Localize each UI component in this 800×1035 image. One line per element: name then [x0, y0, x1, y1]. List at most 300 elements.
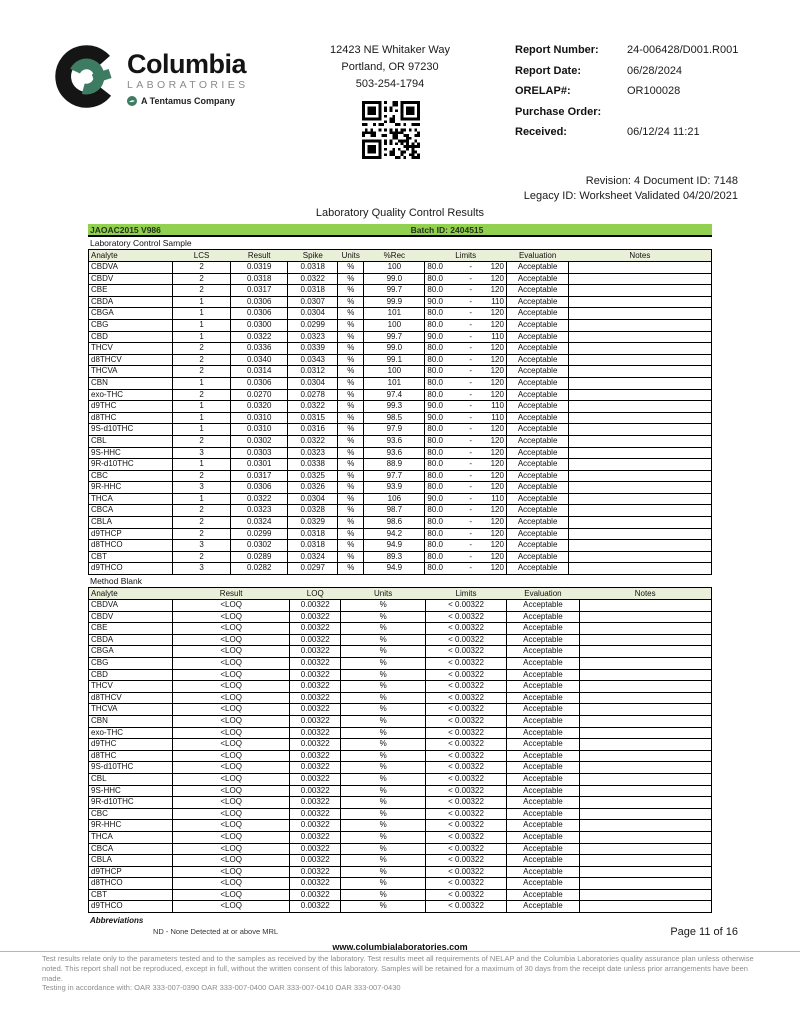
cell-limit-separator: - — [463, 447, 479, 459]
cell-result: 0.0299 — [231, 528, 288, 540]
cell-limit-high: 120 — [478, 424, 506, 436]
cell-limit-high: 120 — [478, 262, 506, 274]
cell-lcs: 1 — [173, 308, 231, 320]
cell-evaluation: Acceptable — [506, 447, 568, 459]
cell-limit-low: 80.0 — [425, 482, 463, 494]
cell-units: % — [338, 493, 364, 505]
logo-text — [127, 45, 249, 106]
cell-analyte: exo-THC — [89, 727, 173, 739]
cell-result: 0.0282 — [231, 563, 288, 575]
cell-units: % — [341, 808, 426, 820]
col-header-result: Result — [231, 250, 288, 262]
cell-notes — [569, 343, 712, 355]
cell-result: 0.0306 — [231, 308, 288, 320]
cell-evaluation: Acceptable — [506, 634, 579, 646]
cell-notes — [579, 623, 711, 635]
cell-result: <LOQ — [173, 669, 290, 681]
cell-lcs: 2 — [173, 470, 231, 482]
field-label: ORELAP#: — [515, 85, 571, 97]
cell-analyte: CBG — [89, 658, 173, 670]
cell-spike: 0.0278 — [288, 389, 338, 401]
cell-notes — [569, 285, 712, 297]
cell-notes — [579, 750, 711, 762]
cell-spike: 0.0304 — [288, 308, 338, 320]
cell-limit-low: 90.0 — [425, 401, 463, 413]
cell-result: 0.0310 — [231, 412, 288, 424]
cell-lcs: 2 — [173, 517, 231, 529]
cell-result: <LOQ — [173, 681, 290, 693]
cell-limit-separator: - — [463, 435, 479, 447]
cell-analyte: CBGA — [89, 646, 173, 658]
cell-rec: 93.6 — [364, 435, 425, 447]
legacy-line: Legacy ID: Worksheet Validated 04/20/2021 — [523, 189, 738, 202]
cell-evaluation: Acceptable — [506, 681, 579, 693]
cell-units: % — [338, 389, 364, 401]
table-row — [89, 285, 712, 297]
table-row — [89, 634, 712, 646]
cell-notes — [569, 354, 712, 366]
cell-spike: 0.0322 — [288, 435, 338, 447]
cell-limit-separator: - — [463, 551, 479, 563]
cell-lcs: 2 — [173, 273, 231, 285]
cell-limit-high: 110 — [478, 401, 506, 413]
cell-limit-separator: - — [463, 412, 479, 424]
cell-analyte: exo-THC — [89, 389, 173, 401]
cell-notes — [579, 843, 711, 855]
method-blank-table — [88, 587, 712, 913]
cell-evaluation: Acceptable — [506, 285, 568, 297]
cell-limit-separator: - — [463, 470, 479, 482]
cell-evaluation: Acceptable — [506, 808, 579, 820]
tentamus-icon — [127, 96, 137, 106]
cell-limits: < 0.00322 — [426, 820, 507, 832]
cell-limit-low: 80.0 — [425, 563, 463, 575]
cell-lcs: 1 — [173, 459, 231, 471]
cell-units: % — [341, 785, 426, 797]
cell-limit-high: 120 — [478, 343, 506, 355]
cell-limits: < 0.00322 — [426, 692, 507, 704]
cell-loq: 0.00322 — [290, 692, 341, 704]
table-row — [89, 878, 712, 890]
cell-evaluation: Acceptable — [506, 343, 568, 355]
cell-evaluation: Acceptable — [506, 843, 579, 855]
cell-analyte: CBLA — [89, 517, 173, 529]
cell-result: 0.0310 — [231, 424, 288, 436]
cell-notes — [579, 878, 711, 890]
cell-analyte: CBG — [89, 319, 173, 331]
cell-spike: 0.0297 — [288, 563, 338, 575]
cell-result: 0.0314 — [231, 366, 288, 378]
cell-notes — [579, 692, 711, 704]
cell-loq: 0.00322 — [290, 727, 341, 739]
cell-limit-low: 80.0 — [425, 285, 463, 297]
cell-notes — [569, 262, 712, 274]
cell-evaluation: Acceptable — [506, 470, 568, 482]
table-row — [89, 459, 712, 471]
cell-result: <LOQ — [173, 634, 290, 646]
cell-analyte: CBDVA — [89, 262, 173, 274]
cell-spike: 0.0339 — [288, 343, 338, 355]
cell-analyte: d9THCO — [89, 563, 173, 575]
cell-analyte: CBL — [89, 435, 173, 447]
col-header-spike: Spike — [288, 250, 338, 262]
cell-limit-high: 120 — [478, 319, 506, 331]
table-row — [89, 482, 712, 494]
cell-lcs: 2 — [173, 389, 231, 401]
disclaimer-text: Test results relate only to the parameters tested and to the samples as received by the laboratory. Test results meet all requirements of NELAP and the Columbia Laboratories quality assurance plan unless otherwise noted. This report shall not be reproduced, except in full, without the written consent of this laboratory. Samples will be retained for a maximum of 30 days from the receipt date unless prior arrangements have been made. — [42, 954, 754, 983]
cell-units: % — [338, 540, 364, 552]
cell-result: <LOQ — [173, 692, 290, 704]
cell-analyte: 9S-HHC — [89, 447, 173, 459]
cell-limit-high: 120 — [478, 459, 506, 471]
field-value: 06/12/24 11:21 — [627, 126, 700, 138]
field-value: OR100028 — [627, 85, 681, 97]
cell-rec: 99.0 — [364, 343, 425, 355]
cell-result: 0.0302 — [231, 540, 288, 552]
report-field — [515, 85, 765, 97]
cell-notes — [579, 600, 711, 612]
cell-rec: 100 — [364, 262, 425, 274]
website-link[interactable]: www.columbialaboratories.com — [332, 942, 468, 952]
cell-lcs: 1 — [173, 319, 231, 331]
cell-result: <LOQ — [173, 704, 290, 716]
cell-units: % — [338, 354, 364, 366]
cell-evaluation: Acceptable — [506, 692, 579, 704]
cell-limit-high: 110 — [478, 331, 506, 343]
col-header-units: Units — [338, 250, 364, 262]
cell-rec: 89.3 — [364, 551, 425, 563]
cell-rec: 97.7 — [364, 470, 425, 482]
cell-spike: 0.0304 — [288, 377, 338, 389]
cell-spike: 0.0328 — [288, 505, 338, 517]
cell-limit-high: 120 — [478, 366, 506, 378]
table-row — [89, 412, 712, 424]
cell-evaluation: Acceptable — [506, 273, 568, 285]
cell-analyte: 9R-HHC — [89, 482, 173, 494]
cell-limits: < 0.00322 — [426, 773, 507, 785]
cell-evaluation: Acceptable — [506, 750, 579, 762]
table-row — [89, 889, 712, 901]
brand-name: Columbia — [127, 49, 247, 79]
cell-result: <LOQ — [173, 600, 290, 612]
revision-line: Revision: 4 Document ID: 7148 — [585, 175, 738, 187]
cell-loq: 0.00322 — [290, 901, 341, 913]
cell-notes — [579, 715, 711, 727]
cell-limits: < 0.00322 — [426, 600, 507, 612]
cell-units: % — [338, 435, 364, 447]
cell-limit-low: 90.0 — [425, 412, 463, 424]
cell-limits: < 0.00322 — [426, 797, 507, 809]
cell-units: % — [341, 878, 426, 890]
cell-rec: 98.5 — [364, 412, 425, 424]
cell-result: 0.0336 — [231, 343, 288, 355]
cell-result: 0.0324 — [231, 517, 288, 529]
tagline-text: A Tentamus Company — [141, 96, 236, 106]
cell-evaluation: Acceptable — [506, 563, 568, 575]
cell-loq: 0.00322 — [290, 878, 341, 890]
cell-limit-high: 120 — [478, 517, 506, 529]
cell-loq: 0.00322 — [290, 843, 341, 855]
cell-notes — [569, 377, 712, 389]
page-number: Page 11 of 16 — [670, 926, 738, 938]
cell-lcs: 2 — [173, 262, 231, 274]
tentamus-tagline — [127, 96, 249, 106]
cell-units: % — [338, 505, 364, 517]
table-row — [89, 273, 712, 285]
cell-result: 0.0322 — [231, 331, 288, 343]
cell-result: 0.0306 — [231, 296, 288, 308]
cell-result: <LOQ — [173, 623, 290, 635]
cell-spike: 0.0326 — [288, 482, 338, 494]
cell-spike: 0.0322 — [288, 273, 338, 285]
cell-lcs: 1 — [173, 331, 231, 343]
cell-result: 0.0300 — [231, 319, 288, 331]
cell-units: % — [338, 551, 364, 563]
cell-units: % — [341, 843, 426, 855]
cell-units: % — [341, 692, 426, 704]
cell-result: <LOQ — [173, 843, 290, 855]
cell-result: <LOQ — [173, 878, 290, 890]
cell-evaluation: Acceptable — [506, 855, 579, 867]
cell-analyte: CBDA — [89, 634, 173, 646]
table-row — [89, 470, 712, 482]
cell-lcs: 3 — [173, 563, 231, 575]
cell-limit-low: 80.0 — [425, 366, 463, 378]
cell-limit-low: 80.0 — [425, 540, 463, 552]
cell-rec: 94.9 — [364, 540, 425, 552]
cell-limit-separator: - — [463, 540, 479, 552]
cell-limit-low: 80.0 — [425, 447, 463, 459]
cell-units: % — [341, 600, 426, 612]
cell-evaluation: Acceptable — [506, 505, 568, 517]
cell-evaluation: Acceptable — [506, 528, 568, 540]
cell-analyte: d8THC — [89, 412, 173, 424]
cell-lcs: 1 — [173, 493, 231, 505]
cell-notes — [569, 517, 712, 529]
cell-units: % — [341, 646, 426, 658]
col-header-limits: Limits — [426, 588, 507, 600]
cell-evaluation: Acceptable — [506, 389, 568, 401]
cell-units: % — [338, 331, 364, 343]
cell-evaluation: Acceptable — [506, 889, 579, 901]
cell-limit-low: 80.0 — [425, 308, 463, 320]
cell-rec: 99.3 — [364, 401, 425, 413]
cell-units: % — [341, 820, 426, 832]
cell-rec: 100 — [364, 366, 425, 378]
address-line-2: Portland, OR 97230 — [341, 61, 439, 73]
report-field — [515, 65, 765, 77]
cell-limit-separator: - — [463, 366, 479, 378]
table-row — [89, 424, 712, 436]
cell-analyte: d9THCP — [89, 528, 173, 540]
accordance-text: Testing in accordance with: OAR 333-007-0390 OAR 333-007-0400 OAR 333-007-0410 OAR 333-007-0430 — [42, 983, 401, 993]
cell-evaluation: Acceptable — [506, 377, 568, 389]
cell-limit-high: 120 — [478, 285, 506, 297]
cell-evaluation: Acceptable — [506, 551, 568, 563]
cell-evaluation: Acceptable — [506, 785, 579, 797]
table-row — [89, 831, 712, 843]
cell-units: % — [341, 681, 426, 693]
cell-result: 0.0317 — [231, 470, 288, 482]
cell-lcs: 1 — [173, 296, 231, 308]
cell-result: <LOQ — [173, 820, 290, 832]
cell-analyte: d9THC — [89, 739, 173, 751]
table-row — [89, 611, 712, 623]
cell-evaluation: Acceptable — [506, 424, 568, 436]
table-row — [89, 366, 712, 378]
cell-result: <LOQ — [173, 611, 290, 623]
cell-loq: 0.00322 — [290, 866, 341, 878]
cell-result: 0.0322 — [231, 493, 288, 505]
cell-notes — [569, 447, 712, 459]
cell-result: 0.0270 — [231, 389, 288, 401]
cell-loq: 0.00322 — [290, 623, 341, 635]
cell-units: % — [341, 623, 426, 635]
col-header-result: Result — [173, 588, 290, 600]
cell-lcs: 2 — [173, 435, 231, 447]
cell-notes — [579, 808, 711, 820]
cell-result: 0.0303 — [231, 447, 288, 459]
table-row — [89, 377, 712, 389]
cell-limit-high: 120 — [478, 447, 506, 459]
cell-units: % — [338, 470, 364, 482]
cell-notes — [569, 331, 712, 343]
cell-result: 0.0318 — [231, 273, 288, 285]
cell-units: % — [341, 727, 426, 739]
cell-units: % — [338, 285, 364, 297]
cell-units: % — [338, 296, 364, 308]
cell-spike: 0.0323 — [288, 447, 338, 459]
cell-limits: < 0.00322 — [426, 785, 507, 797]
cell-result: 0.0306 — [231, 482, 288, 494]
cell-notes — [579, 889, 711, 901]
cell-limit-separator: - — [463, 389, 479, 401]
address-line-1: 12423 NE Whitaker Way — [329, 44, 451, 56]
cell-lcs: 2 — [173, 354, 231, 366]
cell-units: % — [341, 750, 426, 762]
cell-result: 0.0340 — [231, 354, 288, 366]
cell-evaluation: Acceptable — [506, 459, 568, 471]
field-value: 24-006428/D001.R001 — [627, 44, 739, 56]
table-row — [89, 343, 712, 355]
qc-content — [88, 207, 712, 936]
cell-notes — [579, 646, 711, 658]
cell-limit-low: 90.0 — [425, 493, 463, 505]
cell-analyte: CBD — [89, 331, 173, 343]
cell-limit-separator: - — [463, 424, 479, 436]
cell-limits: < 0.00322 — [426, 669, 507, 681]
cell-analyte: d8THCO — [89, 540, 173, 552]
cell-result: <LOQ — [173, 866, 290, 878]
cell-limit-separator: - — [463, 377, 479, 389]
cell-result: <LOQ — [173, 773, 290, 785]
cell-units: % — [341, 715, 426, 727]
cell-notes — [579, 762, 711, 774]
cell-evaluation: Acceptable — [506, 797, 579, 809]
table-row — [89, 296, 712, 308]
cell-result: <LOQ — [173, 762, 290, 774]
cell-loq: 0.00322 — [290, 820, 341, 832]
method-name: JAOAC2015 V986 — [90, 224, 161, 235]
report-field — [515, 44, 765, 56]
cell-loq: 0.00322 — [290, 739, 341, 751]
table-row — [89, 866, 712, 878]
cell-spike: 0.0312 — [288, 366, 338, 378]
table-row — [89, 704, 712, 716]
cell-limits: < 0.00322 — [426, 878, 507, 890]
cell-lcs: 3 — [173, 482, 231, 494]
table-row — [89, 308, 712, 320]
cell-limits: < 0.00322 — [426, 750, 507, 762]
cell-notes — [579, 855, 711, 867]
batch-id: Batch ID: 2404515 — [410, 224, 484, 235]
field-label: Report Number: — [515, 44, 599, 56]
cell-notes — [569, 366, 712, 378]
cell-lcs: 2 — [173, 505, 231, 517]
cell-loq: 0.00322 — [290, 785, 341, 797]
cell-analyte: d8THCV — [89, 354, 173, 366]
cell-spike: 0.0318 — [288, 540, 338, 552]
cell-evaluation: Acceptable — [506, 762, 579, 774]
lab-address — [295, 42, 485, 93]
cell-spike: 0.0316 — [288, 424, 338, 436]
cell-units: % — [338, 412, 364, 424]
table-row — [89, 820, 712, 832]
cell-result: 0.0320 — [231, 401, 288, 413]
table-row — [89, 319, 712, 331]
cell-loq: 0.00322 — [290, 762, 341, 774]
table-row — [89, 808, 712, 820]
cell-limits: < 0.00322 — [426, 634, 507, 646]
cell-notes — [579, 901, 711, 913]
lcs-table — [88, 249, 712, 575]
cell-loq: 0.00322 — [290, 704, 341, 716]
cell-rec: 99.1 — [364, 354, 425, 366]
table-row — [89, 401, 712, 413]
cell-analyte: d8THC — [89, 750, 173, 762]
cell-limit-high: 120 — [478, 308, 506, 320]
abbreviations-label: Abbreviations — [90, 916, 144, 926]
cell-limits: < 0.00322 — [426, 889, 507, 901]
address-line-3: 503-254-1794 — [355, 78, 425, 90]
cell-evaluation: Acceptable — [506, 623, 579, 635]
cell-analyte: CBC — [89, 470, 173, 482]
cell-limits: < 0.00322 — [426, 901, 507, 913]
cell-notes — [569, 470, 712, 482]
cell-evaluation: Acceptable — [506, 493, 568, 505]
cell-notes — [579, 658, 711, 670]
cell-limit-low: 80.0 — [425, 470, 463, 482]
table-row — [89, 843, 712, 855]
cell-spike: 0.0318 — [288, 285, 338, 297]
cell-limit-high: 120 — [478, 482, 506, 494]
cell-limit-low: 80.0 — [425, 354, 463, 366]
table-row — [89, 354, 712, 366]
cell-evaluation: Acceptable — [506, 319, 568, 331]
table-row — [89, 540, 712, 552]
col-header-loq: LOQ — [290, 588, 341, 600]
cell-rec: 98.7 — [364, 505, 425, 517]
cell-limit-low: 80.0 — [425, 389, 463, 401]
cell-spike: 0.0307 — [288, 296, 338, 308]
table-row — [89, 447, 712, 459]
cell-result: <LOQ — [173, 739, 290, 751]
cell-limit-separator: - — [463, 563, 479, 575]
cell-units: % — [338, 273, 364, 285]
cell-rec: 100 — [364, 319, 425, 331]
cell-limits: < 0.00322 — [426, 855, 507, 867]
cell-limit-separator: - — [463, 343, 479, 355]
